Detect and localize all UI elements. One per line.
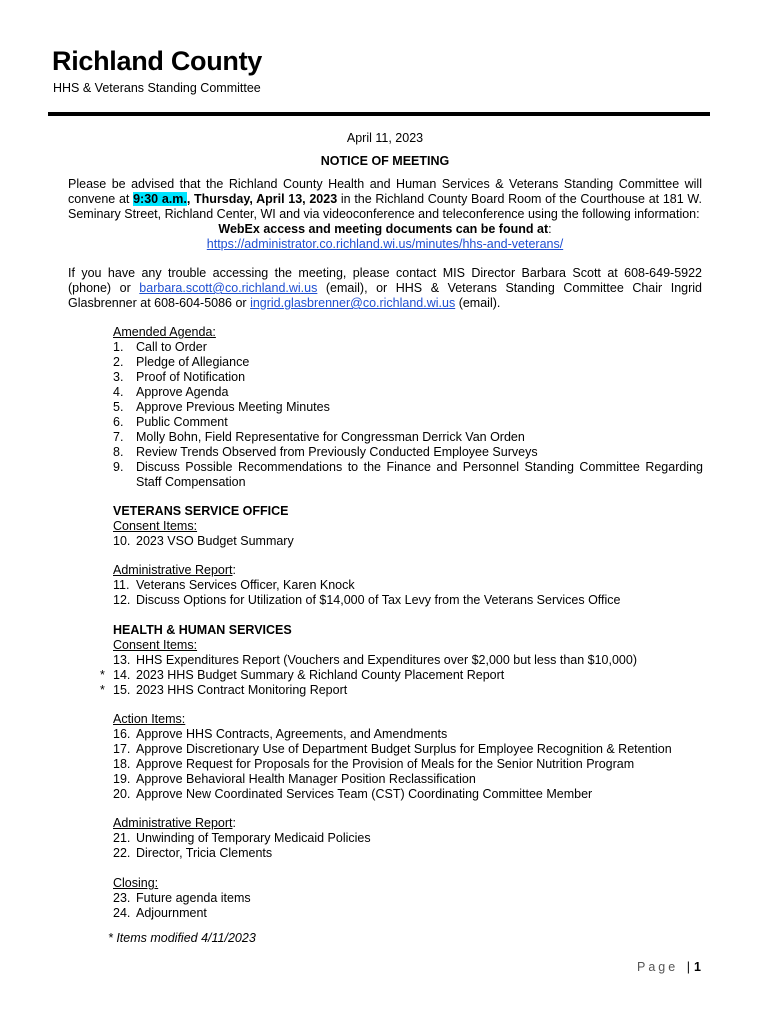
list-item: 3. Proof of Notification bbox=[113, 370, 246, 384]
list-item: 21. Unwinding of Temporary Medicaid Policies bbox=[113, 831, 371, 845]
section-heading: VETERANS SERVICE OFFICE bbox=[113, 504, 289, 518]
list-item: 5. Approve Previous Meeting Minutes bbox=[113, 400, 330, 414]
meeting-day: , Thursday, April 13, 2023 bbox=[186, 192, 338, 206]
list-item: 6. Public Comment bbox=[113, 415, 228, 429]
committee-subtitle: HHS & Veterans Standing Committee bbox=[53, 81, 261, 95]
list-item: 18. Approve Request for Proposals for the Provision of Meals for the Senior Nutrition Program bbox=[113, 757, 635, 771]
list-item: 8. Review Trends Observed from Previously Conducted Employee Surveys bbox=[113, 445, 538, 459]
admin-report-label: Administrative Report: bbox=[113, 563, 236, 577]
list-item: 16. Approve HHS Contracts, Agreements, and Amendments bbox=[113, 727, 448, 741]
county-title: Richland County bbox=[52, 46, 262, 76]
intro-text: Please be advised that the Richland County Health and Human Services & Veterans Standing Committee will convene at bbox=[68, 177, 702, 206]
modified-marker: * bbox=[100, 683, 105, 697]
agenda-section bbox=[113, 325, 703, 490]
closing-section bbox=[113, 876, 703, 921]
list-item: 7. Molly Bohn, Field Representative for Congressman Derrick Van Orden bbox=[113, 430, 525, 444]
webex-link-line bbox=[68, 237, 702, 252]
hhs-section bbox=[100, 623, 703, 861]
notice-heading: NOTICE OF MEETING bbox=[320, 154, 450, 168]
list-item: 19. Approve Behavioral Health Manager Position Reclassification bbox=[113, 772, 476, 786]
page-number bbox=[637, 960, 701, 974]
list-item: 23. Future agenda items bbox=[113, 891, 251, 905]
page-label: Page bbox=[637, 960, 679, 974]
contact-paragraph bbox=[68, 266, 702, 311]
consent-items-label: Consent Items: bbox=[113, 638, 198, 652]
intro-paragraph bbox=[68, 177, 702, 252]
contact-text-2: (email), or HHS & Veterans Standing Committee Chair Ingrid Glasbrenner at 608-604-5086 or bbox=[68, 281, 702, 310]
list-item: 10. 2023 VSO Budget Summary bbox=[113, 534, 294, 548]
webex-label: WebEx access and meeting documents can be found at bbox=[218, 222, 549, 236]
list-item: * 15. 2023 HHS Contract Monitoring Report bbox=[100, 683, 348, 697]
list-item: 24. Adjournment bbox=[113, 906, 207, 920]
notice-date: April 11, 2023 bbox=[346, 131, 424, 145]
webex-line bbox=[68, 222, 702, 237]
modified-marker: * bbox=[100, 668, 105, 682]
action-items-label: Action Items: bbox=[113, 712, 186, 726]
list-item: 13. HHS Expenditures Report (Vouchers and Expenditures over $2,000 but less than $10,000) bbox=[113, 653, 638, 667]
contact-text: If you have any trouble accessing the meeting, please contact MIS Director Barbara Scott at 608-649-5922 (phone) or bbox=[68, 266, 702, 295]
list-item: 20. Approve New Coordinated Services Team (CST) Coordinating Committee Member bbox=[113, 787, 593, 801]
meeting-time-highlight: 9:30 a.m. bbox=[133, 192, 187, 206]
list-item: 2. Pledge of Allegiance bbox=[113, 355, 250, 369]
webex-link[interactable]: https://administrator.co.richland.wi.us/minutes/hhs-and-veterans/ bbox=[206, 237, 564, 251]
ingrid-glasbrenner-email-link[interactable]: ingrid.glasbrenner@co.richland.wi.us bbox=[250, 296, 456, 310]
list-item: * 14. 2023 HHS Budget Summary & Richland County Placement Report bbox=[100, 668, 505, 682]
veterans-section bbox=[113, 504, 703, 608]
header-rule bbox=[48, 112, 710, 116]
contact-text-3: (email). bbox=[455, 296, 501, 310]
closing-label: Closing: bbox=[113, 876, 159, 890]
page-number-value: 1 bbox=[693, 960, 701, 974]
barbara-scott-email-link[interactable]: barbara.scott@co.richland.wi.us bbox=[139, 281, 318, 295]
list-item: 4. Approve Agenda bbox=[113, 385, 229, 399]
list-item: 17. Approve Discretionary Use of Department Budget Surplus for Employee Recognition & Retention bbox=[113, 742, 672, 756]
list-item: 22. Director, Tricia Clements bbox=[113, 846, 273, 860]
consent-items-label: Consent Items: bbox=[113, 519, 198, 533]
modified-items-footnote: * Items modified 4/11/2023 bbox=[108, 931, 256, 945]
webex-colon: : bbox=[548, 222, 552, 236]
list-item: 11. Veterans Services Officer, Karen Knock bbox=[113, 578, 355, 592]
intro-location-text: in the Richland County Board Room of the Courthouse at 181 W. Seminary Street, Richland Center, WI and via videoconference and teleconference using the following information: bbox=[68, 192, 702, 221]
agenda-heading: Amended Agenda: bbox=[113, 325, 216, 339]
section-heading: HEALTH & HUMAN SERVICES bbox=[113, 623, 292, 637]
list-item: 12. Discuss Options for Utilization of $14,000 of Tax Levy from the Veterans Services Office bbox=[113, 593, 621, 607]
admin-report-label: Administrative Report: bbox=[113, 816, 236, 830]
page-separator: | bbox=[686, 960, 690, 974]
list-item: 9. Discuss Possible Recommendations to the Finance and Personnel Standing Committee Regarding Staff Compensation bbox=[113, 460, 703, 489]
list-item: 1. Call to Order bbox=[113, 340, 207, 354]
